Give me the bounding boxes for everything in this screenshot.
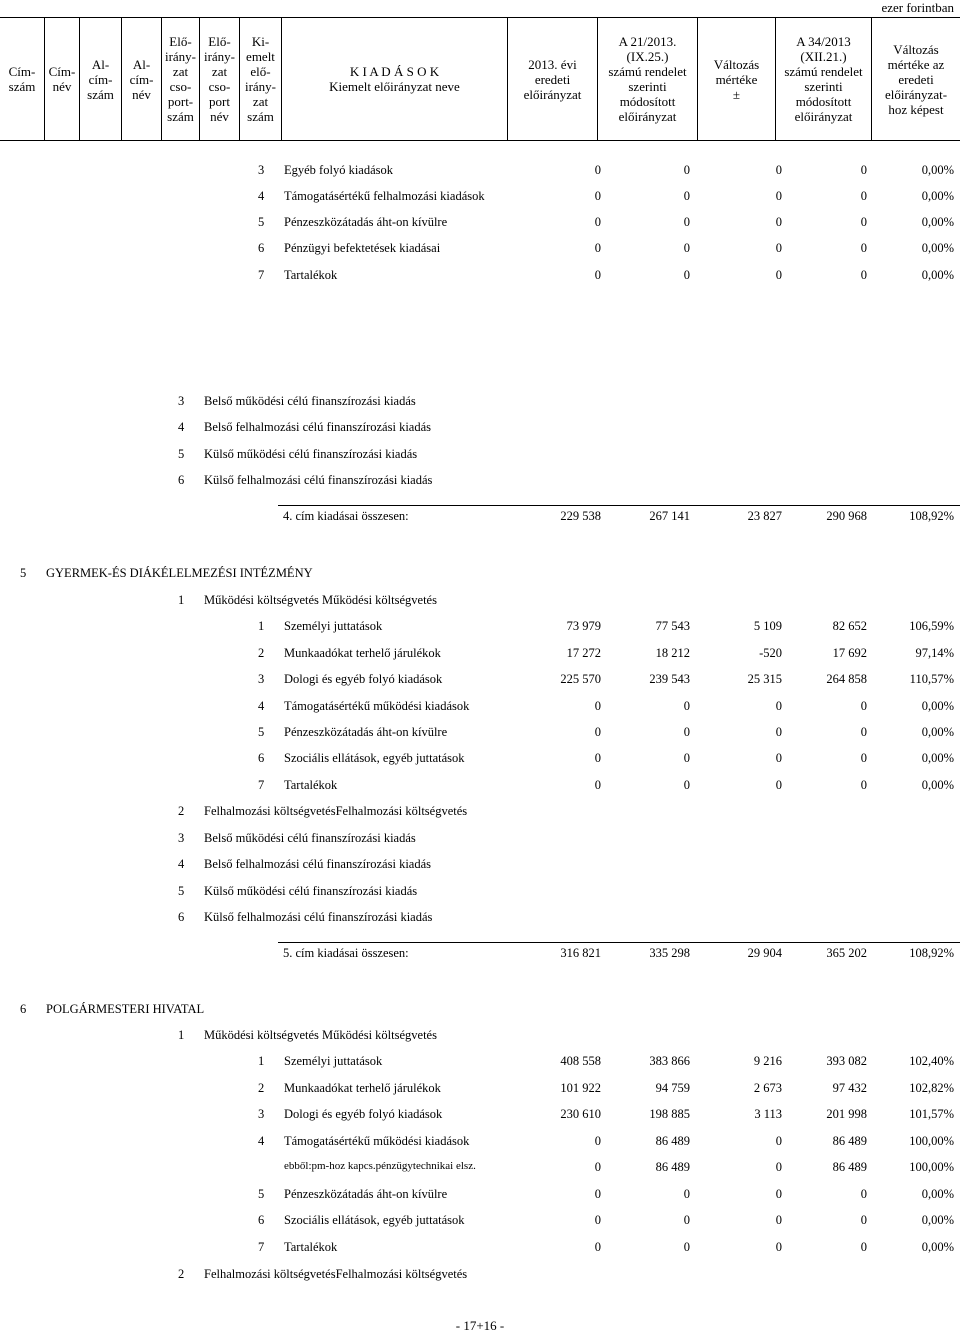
header-line: irány- bbox=[164, 49, 197, 64]
percent-value: 0,00% bbox=[921, 189, 954, 203]
row-label: Személyi juttatások bbox=[284, 1054, 383, 1068]
row-label: Külső felhalmozási célú finanszírozási kiadás bbox=[204, 473, 433, 487]
row-number: 5 bbox=[258, 725, 265, 739]
header-line: emelt bbox=[246, 49, 275, 64]
row-number: 6 bbox=[178, 473, 185, 487]
modositott-1-value: 383 866 bbox=[649, 1054, 690, 1068]
modositott-2-value: 0 bbox=[860, 1187, 867, 1201]
row-number: 3 bbox=[258, 672, 265, 686]
table-row bbox=[0, 1267, 960, 1285]
table-row bbox=[0, 1107, 960, 1125]
valtozas-value: 0 bbox=[775, 215, 782, 229]
modositott-2-value: 201 998 bbox=[826, 1107, 867, 1121]
table-row bbox=[0, 1028, 960, 1046]
valtozas-value: 0 bbox=[775, 1160, 782, 1174]
percent-value: 108,92% bbox=[909, 509, 954, 523]
header-line: zat bbox=[252, 94, 269, 109]
header-line: mértéke bbox=[715, 71, 758, 87]
row-label: Személyi juttatások bbox=[284, 619, 383, 633]
percent-value: 0,00% bbox=[921, 751, 954, 765]
table-row bbox=[0, 1134, 960, 1152]
eredeti-value: 0 bbox=[594, 1160, 601, 1174]
header-line: cím- bbox=[129, 71, 154, 87]
modositott-2-value: 0 bbox=[860, 699, 867, 713]
percent-value: 106,59% bbox=[909, 619, 954, 633]
total-label: 4. cím kiadásai összesen: bbox=[283, 509, 409, 523]
header-line: név bbox=[132, 86, 151, 102]
row-number: 5 bbox=[258, 215, 265, 229]
eredeti-value: 230 610 bbox=[560, 1107, 601, 1121]
eredeti-value: 316 821 bbox=[560, 946, 601, 960]
percent-value: 110,57% bbox=[909, 672, 954, 686]
header-kiadasok bbox=[282, 18, 508, 140]
table-row bbox=[0, 1187, 960, 1205]
header-eloiranyzat-csoport-szam bbox=[162, 18, 200, 140]
eredeti-value: 0 bbox=[594, 1134, 601, 1148]
row-label: Pénzeszközátadás áht-on kívülre bbox=[284, 215, 448, 229]
table-row bbox=[0, 215, 960, 233]
modositott-1-value: 0 bbox=[683, 1240, 690, 1254]
modositott-2-value: 97 432 bbox=[832, 1081, 867, 1095]
header-line: számú rendelet bbox=[784, 64, 863, 79]
percent-value: 0,00% bbox=[921, 725, 954, 739]
modositott-1-value: 239 543 bbox=[649, 672, 690, 686]
modositott-2-value: 0 bbox=[860, 1240, 867, 1254]
row-number: 1 bbox=[258, 1054, 265, 1068]
header-line: név bbox=[52, 79, 72, 94]
modositott-1-value: 77 543 bbox=[655, 619, 690, 633]
header-line: szerinti bbox=[628, 79, 667, 94]
row-number: 2 bbox=[258, 646, 265, 660]
eredeti-value: 0 bbox=[594, 1213, 601, 1227]
row-number: 7 bbox=[258, 778, 265, 792]
table-row bbox=[0, 646, 960, 664]
header-line: előirányzat bbox=[523, 86, 582, 102]
header-modositott-eloiranyzat-2 bbox=[776, 18, 872, 140]
modositott-2-value: 365 202 bbox=[826, 946, 867, 960]
header-line: 2013. évi bbox=[528, 56, 577, 72]
header-line: számú rendelet bbox=[608, 64, 687, 79]
percent-value: 0,00% bbox=[921, 699, 954, 713]
row-label: Szociális ellátások, egyéb juttatások bbox=[284, 751, 465, 765]
header-line: Al- bbox=[132, 56, 151, 72]
total-separator-line bbox=[278, 505, 960, 506]
valtozas-value: 2 673 bbox=[753, 1081, 782, 1095]
eredeti-value: 229 538 bbox=[560, 509, 601, 523]
modositott-2-value: 0 bbox=[860, 241, 867, 255]
percent-value: 0,00% bbox=[921, 1240, 954, 1254]
header-valtozas-eredetihez bbox=[872, 18, 960, 140]
eredeti-value: 0 bbox=[594, 241, 601, 255]
valtozas-value: 29 904 bbox=[747, 946, 782, 960]
modositott-2-value: 86 489 bbox=[832, 1160, 867, 1174]
row-number: 5 bbox=[178, 884, 185, 898]
row-label: Felhalmozási költségvetésFelhalmozási költségvetés bbox=[204, 804, 468, 818]
valtozas-value: 0 bbox=[775, 1134, 782, 1148]
valtozas-value: 3 113 bbox=[754, 1107, 782, 1121]
header-valtozas-merteke bbox=[698, 18, 776, 140]
header-line: port bbox=[209, 94, 230, 109]
row-number: 5 bbox=[258, 1187, 265, 1201]
modositott-2-value: 0 bbox=[860, 163, 867, 177]
table-row bbox=[0, 1213, 960, 1231]
modositott-1-value: 0 bbox=[683, 1187, 690, 1201]
row-label: Belső működési célú finanszírozási kiadás bbox=[204, 831, 416, 845]
header-line: szám bbox=[167, 109, 194, 124]
row-label: Tartalékok bbox=[284, 1240, 338, 1254]
header-modositott-eloiranyzat-1 bbox=[598, 18, 698, 140]
table-row bbox=[0, 420, 960, 438]
modositott-2-value: 290 968 bbox=[826, 509, 867, 523]
modositott-1-value: 86 489 bbox=[655, 1160, 690, 1174]
table-row bbox=[0, 189, 960, 207]
valtozas-value: 0 bbox=[775, 699, 782, 713]
header-line: mértéke az bbox=[887, 56, 945, 72]
modositott-1-value: 0 bbox=[683, 725, 690, 739]
eredeti-value: 0 bbox=[594, 189, 601, 203]
row-number: 3 bbox=[178, 831, 185, 845]
modositott-1-value: 86 489 bbox=[655, 1134, 690, 1148]
row-number: 4 bbox=[178, 420, 185, 434]
table-row bbox=[0, 699, 960, 717]
row-label: Belső felhalmozási célú finanszírozási kiadás bbox=[204, 857, 432, 871]
row-number: 1 bbox=[258, 619, 265, 633]
row-label: Dologi és egyéb folyó kiadások bbox=[284, 672, 443, 686]
row-number: 2 bbox=[178, 804, 185, 818]
eredeti-value: 0 bbox=[594, 163, 601, 177]
percent-value: 0,00% bbox=[921, 778, 954, 792]
header-alcimszam bbox=[80, 18, 122, 140]
modositott-2-value: 0 bbox=[860, 725, 867, 739]
row-number: 2 bbox=[178, 1267, 185, 1281]
row-number: 7 bbox=[258, 268, 265, 282]
total-label: 5. cím kiadásai összesen: bbox=[283, 946, 409, 960]
percent-value: 0,00% bbox=[921, 268, 954, 282]
row-label: Szociális ellátások, egyéb juttatások bbox=[284, 1213, 465, 1227]
modositott-2-value: 86 489 bbox=[832, 1134, 867, 1148]
header-line: irány- bbox=[203, 49, 236, 64]
modositott-1-value: 94 759 bbox=[655, 1081, 690, 1095]
eredeti-value: 0 bbox=[594, 778, 601, 792]
percent-value: 100,00% bbox=[909, 1134, 954, 1148]
header-eredeti-eloiranyzat bbox=[508, 18, 598, 140]
row-label: Támogatásértékű működési kiadások bbox=[284, 699, 470, 713]
page-number: - 17+16 - bbox=[455, 1318, 505, 1333]
row-number: 4 bbox=[258, 189, 265, 203]
percent-value: 108,92% bbox=[909, 946, 954, 960]
eredeti-value: 225 570 bbox=[560, 672, 601, 686]
row-label: Felhalmozási költségvetésFelhalmozási költségvetés bbox=[204, 1267, 468, 1281]
eredeti-value: 17 272 bbox=[566, 646, 601, 660]
table-row bbox=[0, 1160, 960, 1178]
row-number: 1 bbox=[178, 1028, 185, 1042]
row-label: Tartalékok bbox=[284, 778, 338, 792]
header-line: Változás bbox=[893, 41, 939, 57]
row-number: 3 bbox=[258, 1107, 265, 1121]
header-line: Változás bbox=[713, 56, 760, 72]
eredeti-value: 0 bbox=[594, 1240, 601, 1254]
row-label: Külső működési célú finanszírozási kiadás bbox=[204, 884, 418, 898]
modositott-2-value: 393 082 bbox=[826, 1054, 867, 1068]
header-line: módosított bbox=[619, 94, 676, 109]
row-label: Működési költségvetés Működési költségvetés bbox=[204, 593, 437, 607]
table-row bbox=[0, 593, 960, 611]
row-label: Munkaadókat terhelő járulékok bbox=[284, 646, 441, 660]
valtozas-value: 5 109 bbox=[753, 619, 782, 633]
header-line: módosított bbox=[795, 94, 852, 109]
row-number: 6 bbox=[20, 1002, 27, 1016]
row-label: Egyéb folyó kiadások bbox=[284, 163, 394, 177]
modositott-2-value: 264 858 bbox=[826, 672, 867, 686]
header-alcimnev bbox=[122, 18, 162, 140]
eredeti-value: 101 922 bbox=[560, 1081, 601, 1095]
valtozas-value: 0 bbox=[775, 163, 782, 177]
row-label: Dologi és egyéb folyó kiadások bbox=[284, 1107, 443, 1121]
table-row bbox=[0, 566, 960, 584]
header-line: Cím- bbox=[8, 64, 36, 79]
currency-unit-label: ezer forintban bbox=[881, 0, 954, 15]
table-row bbox=[0, 163, 960, 181]
row-label: Munkaadókat terhelő járulékok bbox=[284, 1081, 441, 1095]
row-label: POLGÁRMESTERI HIVATAL bbox=[46, 1002, 205, 1016]
row-number: 5 bbox=[20, 566, 27, 580]
row-number: 4 bbox=[258, 699, 265, 713]
header-line: cím- bbox=[88, 71, 113, 87]
valtozas-value: 0 bbox=[775, 725, 782, 739]
modositott-1-value: 335 298 bbox=[649, 946, 690, 960]
percent-value: 102,40% bbox=[909, 1054, 954, 1068]
valtozas-value: 0 bbox=[775, 778, 782, 792]
row-label: GYERMEK-ÉS DIÁKÉLELMEZÉSI INTÉZMÉNY bbox=[46, 566, 313, 580]
header-line: port- bbox=[167, 94, 194, 109]
valtozas-value: 0 bbox=[775, 1240, 782, 1254]
modositott-2-value: 82 652 bbox=[832, 619, 867, 633]
eredeti-value: 0 bbox=[594, 1187, 601, 1201]
header-line: szám bbox=[8, 79, 36, 94]
header-line: eredeti bbox=[534, 71, 571, 87]
row-label: Belső működési célú finanszírozási kiadás bbox=[204, 394, 416, 408]
modositott-2-value: 0 bbox=[860, 215, 867, 229]
eredeti-value: 0 bbox=[594, 215, 601, 229]
percent-value: 0,00% bbox=[921, 215, 954, 229]
row-number: 1 bbox=[178, 593, 185, 607]
header-line: (IX.25.) bbox=[626, 49, 669, 64]
eredeti-value: 0 bbox=[594, 268, 601, 282]
header-line: A 34/2013 bbox=[796, 34, 851, 49]
valtozas-value: 0 bbox=[775, 241, 782, 255]
modositott-2-value: 0 bbox=[860, 778, 867, 792]
modositott-2-value: 0 bbox=[860, 189, 867, 203]
table-row bbox=[0, 778, 960, 796]
table-row bbox=[0, 804, 960, 822]
header-cimnev bbox=[45, 18, 80, 140]
eredeti-value: 73 979 bbox=[566, 619, 601, 633]
table-row bbox=[0, 884, 960, 902]
modositott-1-value: 0 bbox=[683, 1213, 690, 1227]
modositott-1-value: 0 bbox=[683, 241, 690, 255]
modositott-2-value: 17 692 bbox=[832, 646, 867, 660]
row-number: 4 bbox=[258, 1134, 265, 1148]
row-number: 2 bbox=[258, 1081, 265, 1095]
header-line: elő- bbox=[250, 64, 271, 79]
table-row bbox=[0, 509, 960, 527]
row-number: 7 bbox=[258, 1240, 265, 1254]
modositott-1-value: 0 bbox=[683, 699, 690, 713]
modositott-2-value: 0 bbox=[860, 1213, 867, 1227]
header-line: hoz képest bbox=[888, 101, 944, 117]
valtozas-value: 0 bbox=[775, 1187, 782, 1201]
header-line: irány- bbox=[244, 79, 277, 94]
modositott-2-value: 0 bbox=[860, 751, 867, 765]
row-number: 6 bbox=[258, 1213, 265, 1227]
valtozas-value: -520 bbox=[759, 646, 782, 660]
header-line: szám bbox=[247, 109, 274, 124]
row-label: Külső felhalmozási célú finanszírozási kiadás bbox=[204, 910, 433, 924]
percent-value: 0,00% bbox=[921, 1213, 954, 1227]
row-label: Pénzügyi befektetések kiadásai bbox=[284, 241, 441, 255]
header-line: ± bbox=[732, 86, 741, 102]
row-label: Pénzeszközátadás áht-on kívülre bbox=[284, 725, 448, 739]
modositott-1-value: 0 bbox=[683, 778, 690, 792]
header-line: Ki- bbox=[251, 34, 270, 49]
table-row bbox=[0, 725, 960, 743]
header-line: cso- bbox=[169, 79, 192, 94]
valtozas-value: 0 bbox=[775, 268, 782, 282]
percent-value: 97,14% bbox=[915, 646, 954, 660]
percent-value: 102,82% bbox=[909, 1081, 954, 1095]
table-row bbox=[0, 1081, 960, 1099]
modositott-1-value: 0 bbox=[683, 751, 690, 765]
modositott-1-value: 0 bbox=[683, 163, 690, 177]
header-line: Kiemelt előirányzat neve bbox=[329, 79, 460, 94]
row-label: Külső működési célú finanszírozási kiadás bbox=[204, 447, 418, 461]
valtozas-value: 23 827 bbox=[747, 509, 782, 523]
percent-value: 0,00% bbox=[921, 241, 954, 255]
modositott-1-value: 0 bbox=[683, 189, 690, 203]
table-row bbox=[0, 857, 960, 875]
total-separator-line bbox=[278, 942, 960, 943]
header-line: Elő- bbox=[169, 34, 192, 49]
header-line: zat bbox=[172, 64, 189, 79]
modositott-1-value: 0 bbox=[683, 268, 690, 282]
header-line: zat bbox=[211, 64, 228, 79]
header-line: előirányzat- bbox=[884, 86, 948, 102]
table-row bbox=[0, 241, 960, 259]
table-row bbox=[0, 946, 960, 964]
table-row bbox=[0, 447, 960, 465]
valtozas-value: 9 216 bbox=[753, 1054, 782, 1068]
table-row bbox=[0, 473, 960, 491]
valtozas-value: 0 bbox=[775, 751, 782, 765]
table-row bbox=[0, 1002, 960, 1020]
header-line: előirányzat bbox=[618, 109, 677, 124]
header-line: Cím- bbox=[48, 64, 76, 79]
table-row bbox=[0, 1240, 960, 1258]
row-label: Tartalékok bbox=[284, 268, 338, 282]
row-number: 6 bbox=[178, 910, 185, 924]
header-line: K I A D Á S O K bbox=[349, 64, 440, 79]
eredeti-value: 0 bbox=[594, 699, 601, 713]
header-kiemelt-eloiranyzat-szam bbox=[240, 18, 282, 140]
row-label: Működési költségvetés Működési költségvetés bbox=[204, 1028, 437, 1042]
modositott-1-value: 18 212 bbox=[655, 646, 690, 660]
row-number: 5 bbox=[178, 447, 185, 461]
percent-value: 100,00% bbox=[909, 1160, 954, 1174]
valtozas-value: 0 bbox=[775, 1213, 782, 1227]
header-line: (XII.21.) bbox=[800, 49, 847, 64]
row-number: 3 bbox=[258, 163, 265, 177]
header-eloiranyzat-csoport-nev bbox=[200, 18, 240, 140]
header-line: Al- bbox=[91, 56, 110, 72]
table-row bbox=[0, 751, 960, 769]
row-label: Támogatásértékű felhalmozási kiadások bbox=[284, 189, 485, 203]
header-line: szerinti bbox=[804, 79, 843, 94]
row-label: Belső felhalmozási célú finanszírozási kiadás bbox=[204, 420, 432, 434]
row-number: 6 bbox=[258, 751, 265, 765]
row-label: Támogatásértékű működési kiadások bbox=[284, 1134, 470, 1148]
header-line: név bbox=[210, 109, 229, 124]
row-number: 6 bbox=[258, 241, 265, 255]
modositott-1-value: 267 141 bbox=[649, 509, 690, 523]
header-line: előirányzat bbox=[794, 109, 853, 124]
table-row bbox=[0, 672, 960, 690]
row-label: Pénzeszközátadás áht-on kívülre bbox=[284, 1187, 448, 1201]
table-row bbox=[0, 268, 960, 286]
header-line: cso- bbox=[208, 79, 231, 94]
percent-value: 101,57% bbox=[909, 1107, 954, 1121]
table-row bbox=[0, 394, 960, 412]
table-header bbox=[0, 17, 960, 141]
modositott-2-value: 0 bbox=[860, 268, 867, 282]
row-number: 4 bbox=[178, 857, 185, 871]
valtozas-value: 25 315 bbox=[747, 672, 782, 686]
table-row bbox=[0, 1054, 960, 1072]
header-line: eredeti bbox=[898, 71, 934, 87]
table-row bbox=[0, 831, 960, 849]
header-cimszam bbox=[0, 18, 45, 140]
row-label: ebből:pm-hoz kapcs.pénzügytechnikai elsz. bbox=[284, 1160, 476, 1172]
table-row bbox=[0, 619, 960, 637]
modositott-1-value: 198 885 bbox=[649, 1107, 690, 1121]
header-line: szám bbox=[87, 86, 114, 102]
row-number: 3 bbox=[178, 394, 185, 408]
header-line: Elő- bbox=[208, 34, 231, 49]
eredeti-value: 408 558 bbox=[560, 1054, 601, 1068]
header-line: A 21/2013. bbox=[618, 34, 677, 49]
table-row bbox=[0, 910, 960, 928]
percent-value: 0,00% bbox=[921, 1187, 954, 1201]
modositott-1-value: 0 bbox=[683, 215, 690, 229]
eredeti-value: 0 bbox=[594, 725, 601, 739]
percent-value: 0,00% bbox=[921, 163, 954, 177]
eredeti-value: 0 bbox=[594, 751, 601, 765]
valtozas-value: 0 bbox=[775, 189, 782, 203]
